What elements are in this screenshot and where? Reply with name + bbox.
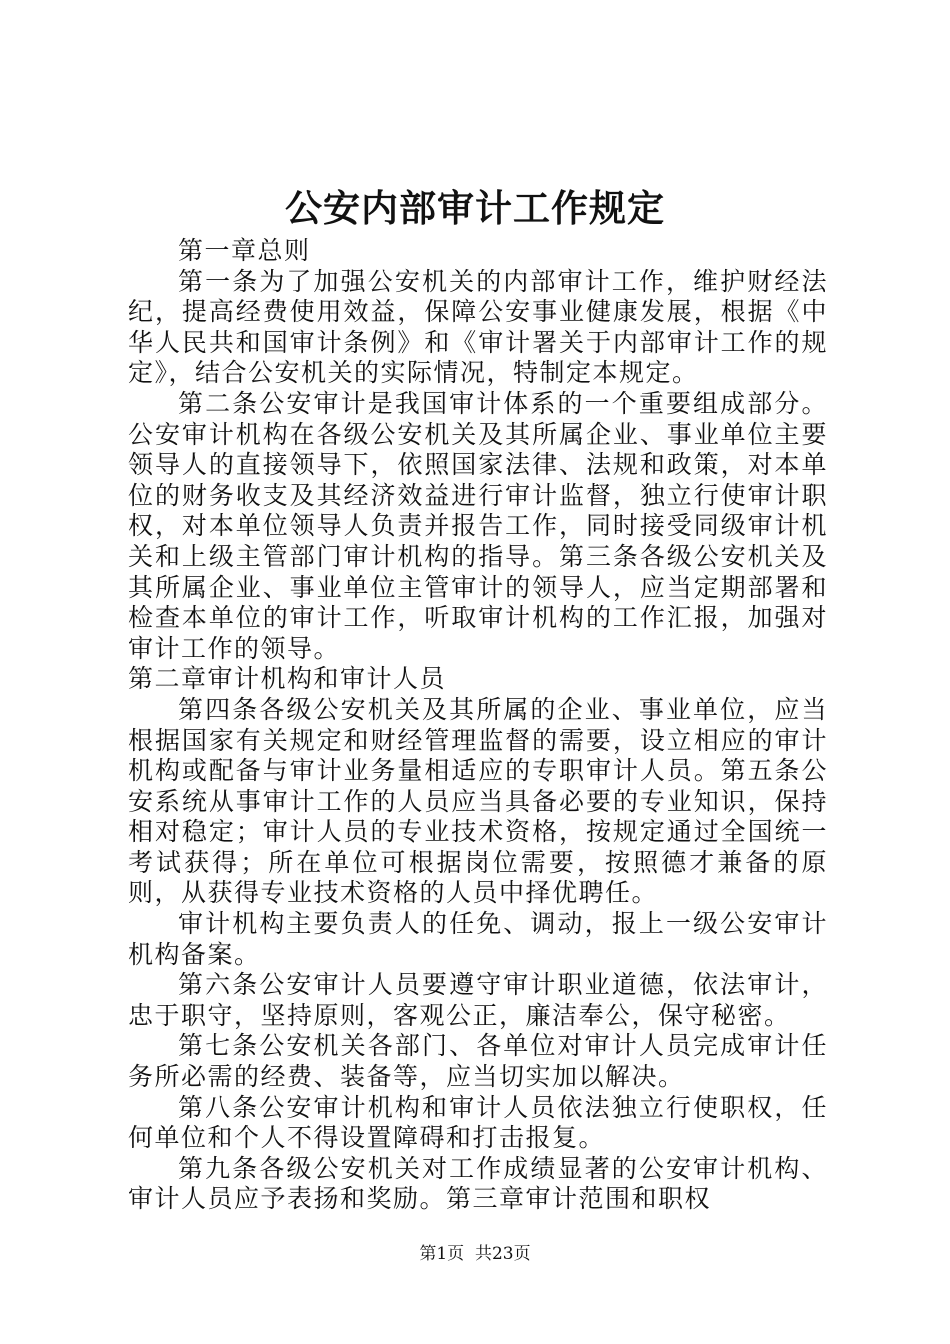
document-title: 公安内部审计工作规定 [285, 186, 665, 230]
page-number: 第1页 共23页 [419, 1244, 531, 1264]
paragraph: 第四条各级公安机关及其所属的企业、事业单位，应当根据国家有关规定和财经管理监督的需要，设立相应的审计机构或配备与审计业务量相适应的专职审计人员。第五条公安系统从事审计工作的人员应当具备必要的专业知识，保持相对稳定；审计人员的专业技术资格，按规定通过全国统一考试获得；所在单位可根据岗位需要，按照德才兼备的原则，从获得专业技术资格的人员中择优聘任。 [128, 694, 828, 908]
paragraph: 第六条公安审计人员要遵守审计职业道德，依法审计，忠于职守，坚持原则，客观公正，廉洁奉公，保守秘密。 [128, 970, 828, 1030]
page-footer [0, 1242, 950, 1266]
paragraph: 第一章总则 [178, 236, 311, 265]
paragraph: 第二条公安审计是我国审计体系的一个重要组成部分。公安审计机构在各级公安机关及其所属企业、事业单位主要领导人的直接领导下，依照国家法律、法规和政策，对本单位的财务收支及其经济效益进行审计监督，独立行使审计职权，对本单位领导人负责并报告工作，同时接受同级审计机关和上级主管部门审计机构的指导。第三条各级公安机关及其所属企业、事业单位主管审计的领导人，应当定期部署和检查本单位的审计工作，听取审计机构的工作汇报，加强对审计工作的领导。 [128, 388, 828, 663]
chapter-heading: 第二章审计机构和审计人员 [128, 664, 447, 694]
paragraph: 第八条公安审计机构和审计人员依法独立行使职权，任何单位和个人不得设置障碍和打击报复。 [128, 1092, 828, 1153]
paragraph: 第九条各级公安机关对工作成绩显著的公安审计机构、审计人员应予表扬和奖励。第三章审计范围和职权 [128, 1153, 828, 1214]
paragraph: 第一条为了加强公安机关的内部审计工作，维护财经法纪，提高经费使用效益，保障公安事业健康发展，根据《中华人民共和国审计条例》和《审计署关于内部审计工作的规定》，结合公安机关的实际情况，特制定本规定。 [128, 266, 828, 388]
document-body [128, 236, 828, 1215]
paragraph: 审计机构主要负责人的任免、调动，报上一级公安审计机构备案。 [128, 909, 828, 969]
paragraph: 第七条公安机关各部门、各单位对审计人员完成审计任务所必需的经费、装备等，应当切实加以解决。 [128, 1031, 828, 1092]
